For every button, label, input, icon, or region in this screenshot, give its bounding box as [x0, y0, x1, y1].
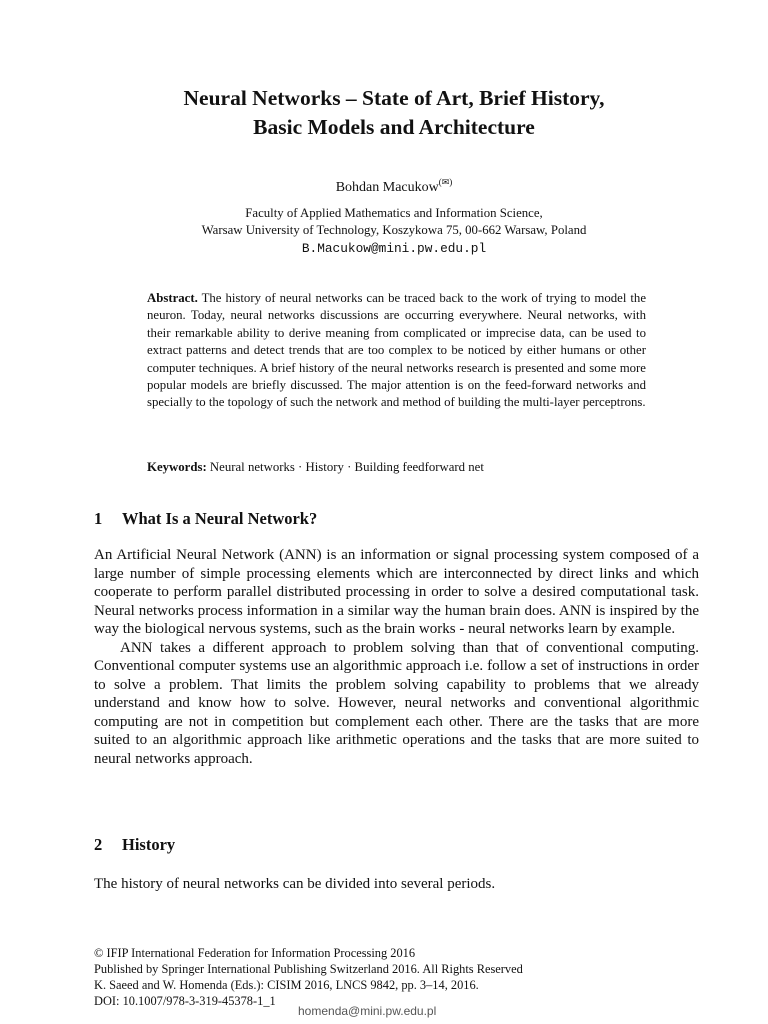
footer-doi: DOI: 10.1007/978-3-319-45378-1_1: [94, 994, 276, 1008]
section-2-heading: [94, 835, 175, 855]
affiliation-line-1: Faculty of Applied Mathematics and Information Science,: [245, 206, 543, 220]
paper-title: [94, 84, 694, 142]
abstract-text: The history of neural networks can be traced back to the work of trying to model the neuron. Today, neural networks discussions are occurring everywhere. Neural networks, with their remarkable ability to derive meaning from complicated or imprecise data, can be used to extract patterns and detect trends that are too complex to be noticed by either humans or other computer techniques. A brief history of the neural networks research is presented and some more popular models are briefly discussed. The major attention is on the feed-forward networks and specially to the topology of such the network and method of building the multi-layer perceptrons.: [147, 291, 647, 410]
keywords-label: Keywords:: [147, 460, 207, 474]
section-number: 1: [94, 509, 103, 528]
footer-copyright: © IFIP International Federation for Information Processing 2016: [94, 946, 416, 960]
abstract-label: Abstract.: [147, 291, 198, 305]
paragraph: The history of neural networks can be divided into several periods.: [94, 876, 496, 892]
affiliation-line-2: Warsaw University of Technology, Koszykowa 75, 00-662 Warsaw, Poland: [201, 223, 587, 237]
title-line-1: Neural Networks – State of Art, Brief History,: [183, 86, 605, 110]
paragraph: ANN takes a different approach to problem solving than that of conventional computing. Conventional computer systems use an algorithmic approach i.e. follow a set of instructions in order to solve a problem. That limits the problem solving capability to problems that we already understand and know how to solve. However, neural networks and conventional algorithmic computing are not in competition but complement each other. There are the tasks that are more suited to an algorithmic approach like arithmetic operations and the tasks that are more suited to neural networks approach.: [94, 639, 699, 768]
author: [94, 173, 694, 197]
section-2-body: [94, 875, 699, 894]
paragraph: An Artificial Neural Network (ANN) is an information or signal processing system composed of a large number of simple processing elements which are interconnected by direct links and which cooperate to perform parallel distributed processing in order to solve a desired computational task. Neural networks process information in a similar way the human brain does. ANN is inspired by the way the biological nervous systems, such as the brain works - neural networks learn by example.: [94, 547, 699, 638]
watermark: homenda@mini.pw.edu.pl: [298, 1004, 437, 1018]
section-title: What Is a Neural Network?: [122, 509, 318, 528]
section-1-heading: [94, 509, 317, 529]
title-line-2: Basic Models and Architecture: [253, 115, 535, 139]
keywords-text: Neural networks · History · Building feedforward net: [209, 460, 484, 474]
keywords: [147, 459, 646, 476]
corresponding-author-envelope-icon: (✉): [438, 177, 453, 187]
section-number: 2: [94, 835, 103, 854]
section-title: History: [122, 835, 176, 854]
footer-editors: K. Saeed and W. Homenda (Eds.): CISIM 2016, LNCS 9842, pp. 3–14, 2016.: [94, 978, 479, 992]
author-email: B.Macukow@mini.pw.edu.pl: [301, 241, 487, 256]
abstract: [147, 290, 646, 412]
author-name: Bohdan Macukow: [335, 180, 439, 195]
affiliation: [94, 205, 694, 239]
section-1-body: [94, 546, 699, 769]
footer-publisher: Published by Springer International Publishing Switzerland 2016. All Rights Reserved: [94, 962, 523, 976]
footer: [94, 945, 694, 1009]
